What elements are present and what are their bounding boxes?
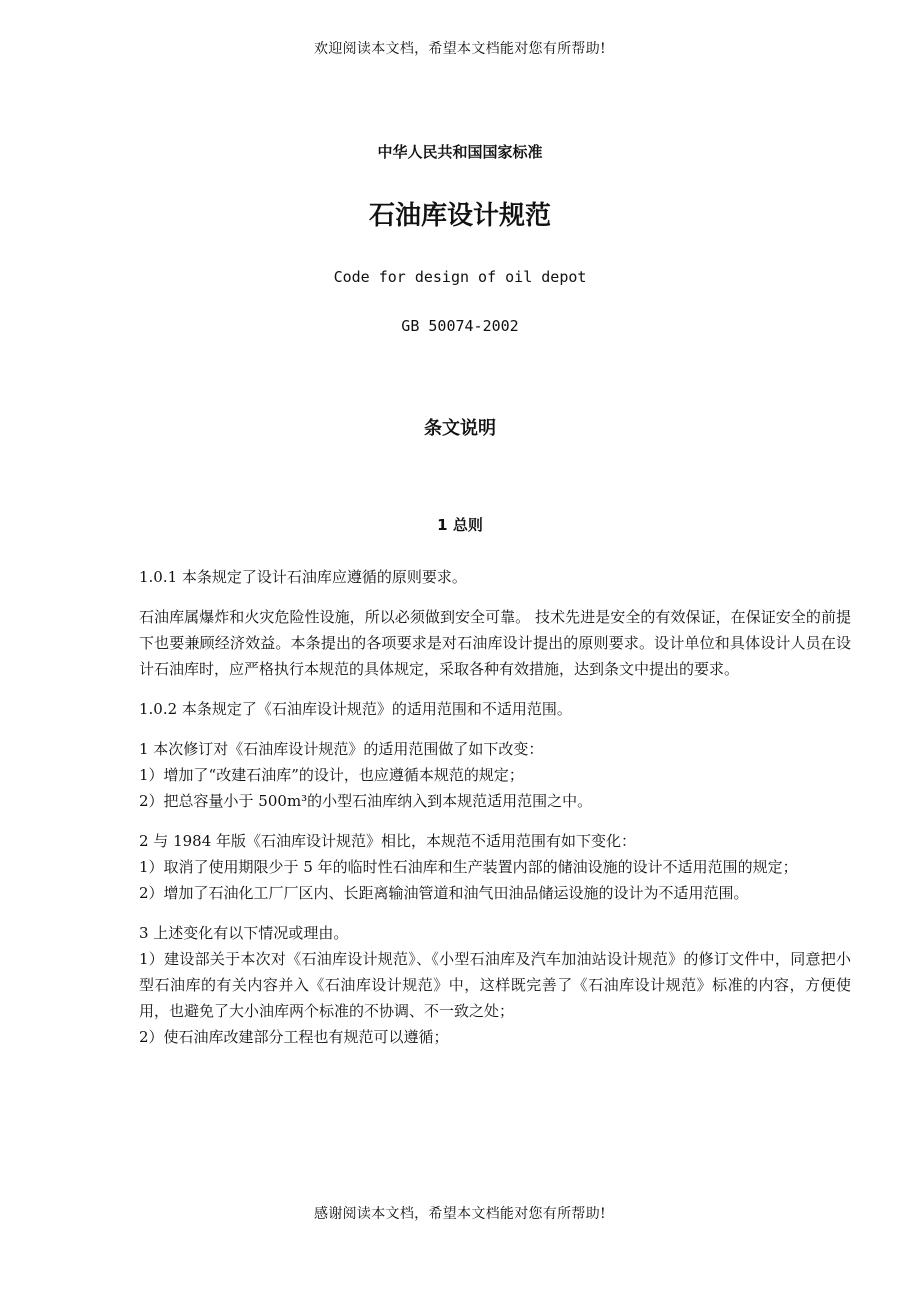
standard-subtitle: 中华人民共和国国家标准 bbox=[377, 143, 543, 161]
text-line: 2 与 1984 年版《石油库设计规范》相比，本规范不适用范围有如下变化： bbox=[139, 832, 637, 850]
body-content bbox=[139, 564, 851, 1064]
text-line: 2）增加了石油化工厂厂区内、长距离输油管道和油气田油品储运设施的设计为不适用范围。 bbox=[139, 884, 749, 902]
text-line: 2）使石油库改建部分工程也有规范可以遵循； bbox=[139, 1028, 449, 1046]
paragraph-reasons bbox=[139, 920, 851, 1050]
text-line: 1）建设部关于本次对《石油库设计规范》、《小型石油库及汽车加油站设计规范》的修订文件中，同意把小型石油库的有关内容并入《石油库设计规范》中，这样既完善了《石油库设计规范》标准的内容，方便使用，也避免了大小油库两个标准的不协调、不一致之处； bbox=[139, 950, 851, 1020]
paragraph-1-0-2: 1.0.2 本条规定了《石油库设计规范》的适用范围和不适用范围。 bbox=[139, 700, 572, 718]
page-footer: 感谢阅读本文档，希望本文档能对您有所帮助! bbox=[314, 1206, 606, 1222]
document-title: 石油库设计规范 bbox=[368, 201, 551, 231]
paragraph-exclusion-changes bbox=[139, 828, 851, 906]
standard-code: GB 50074-2002 bbox=[401, 317, 519, 335]
text-line: 1 本次修订对《石油库设计规范》的适用范围做了如下改变： bbox=[139, 740, 544, 758]
page-header: 欢迎阅读本文档，希望本文档能对您有所帮助! bbox=[314, 41, 606, 57]
paragraph-scope-changes bbox=[139, 736, 851, 814]
paragraph-explanation: 石油库属爆炸和火灾危险性设施，所以必须做到安全可靠。 技术先进是安全的有效保证，在保证安全的前提下也要兼顾经济效益。本条提出的各项要求是对石油库设计提出的原则要求。设计单位和具体设计人员在设计石油库时，应严格执行本规范的具体规定，采取各种有效措施，达到条文中提出的要求。 bbox=[139, 608, 851, 678]
chapter-heading: 1 总则 bbox=[437, 516, 483, 534]
text-line: 1）取消了使用期限少于 5 年的临时性石油库和生产装置内部的储油设施的设计不适用范围的规定； bbox=[139, 858, 798, 876]
section-title: 条文说明 bbox=[424, 418, 496, 439]
text-line: 3 上述变化有以下情况或理由。 bbox=[139, 924, 349, 942]
text-line: 2）把总容量小于 500m³的小型石油库纳入到本规范适用范围之中。 bbox=[139, 792, 593, 810]
text-line: 1）增加了“改建石油库”的设计，也应遵循本规范的规定； bbox=[139, 766, 524, 784]
english-title: Code for design of oil depot bbox=[333, 268, 587, 286]
paragraph-1-0-1: 1.0.1 本条规定了设计石油库应遵循的原则要求。 bbox=[139, 568, 467, 586]
